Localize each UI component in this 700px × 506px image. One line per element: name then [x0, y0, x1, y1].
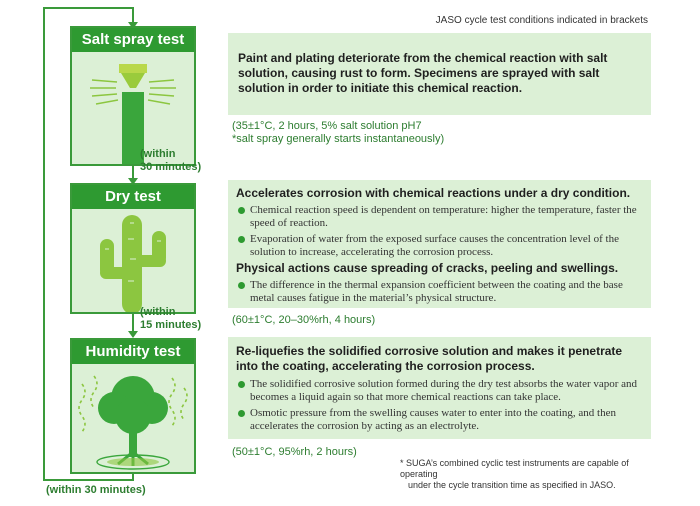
dry-sub-bullets — [236, 279, 641, 304]
stage-humidity — [70, 338, 196, 474]
salt-spray-description: Paint and plating deteriorate from the chemical reaction with salt solution, causing rust to form. Specimens are sprayed with salt solution in order to initiate this chemical reaction. — [238, 51, 608, 95]
conditions-humidity: (50±1°C, 95%rh, 2 hours) — [232, 446, 357, 458]
interval-dry-to-humidity: (within 15 minutes) — [140, 306, 202, 331]
list-item: The solidified corrosive solution formed during the dry test absorbs the water vapor and becomes a liquid again so that more chemical reactions can take place. — [236, 378, 641, 403]
stage-title-dry: Dry test — [72, 185, 194, 209]
footnote: * SUGA’s combined cyclic test instruments are capable of operating under the cycle transition time as specified in JASO. — [400, 458, 629, 490]
list-item: The difference in the thermal expansion coefficient between the coating and the base metal causes fatigue in the material’s physical structure. — [236, 279, 641, 304]
tree-icon — [72, 364, 194, 474]
list-item: Osmotic pressure from the swelling causes water to enter into the coating, and then accelerates the corrosion by acting as an electrolyte. — [236, 407, 641, 432]
stage-salt-spray — [70, 26, 196, 166]
dry-description: Accelerates corrosion with chemical reactions under a dry condition. — [236, 186, 631, 200]
stage-title-humidity: Humidity test — [72, 340, 194, 364]
conditions-salt-spray: (35±1°C, 2 hours, 5% salt solution pH7 *salt spray generally starts instantaneously) — [232, 120, 445, 145]
dry-bullets — [236, 204, 641, 258]
dry-sub-heading: Physical actions cause spreading of cracks, peeling and swellings. — [236, 261, 619, 275]
interval-humidity-to-salt: (within 30 minutes) — [46, 484, 146, 496]
conditions-dry: (60±1°C, 20–30%rh, 4 hours) — [232, 314, 376, 326]
humidity-bullets — [236, 378, 641, 432]
stage-title-salt-spray: Salt spray test — [72, 28, 194, 52]
arrow-head-humidity — [128, 331, 138, 338]
interval-salt-to-dry: (within 30 minutes) — [140, 148, 202, 173]
cactus-icon — [72, 209, 194, 314]
panel-humidity — [228, 337, 651, 439]
humidity-description: Re-liquefies the solidified corrosive solution and makes it penetrate into the coating, accelerating the corrosion process. — [236, 344, 623, 373]
stage-dry — [70, 183, 196, 314]
header-note: JASO cycle test conditions indicated in brackets — [435, 15, 648, 26]
panel-dry — [228, 180, 651, 308]
list-item: Evaporation of water from the exposed surface causes the concentration level of the solution to increase, accelerating the corrosion process. — [236, 233, 641, 258]
panel-salt-spray — [228, 33, 651, 115]
list-item: Chemical reaction speed is dependent on temperature: higher the temperature, faster the speed of reaction. — [236, 204, 641, 229]
